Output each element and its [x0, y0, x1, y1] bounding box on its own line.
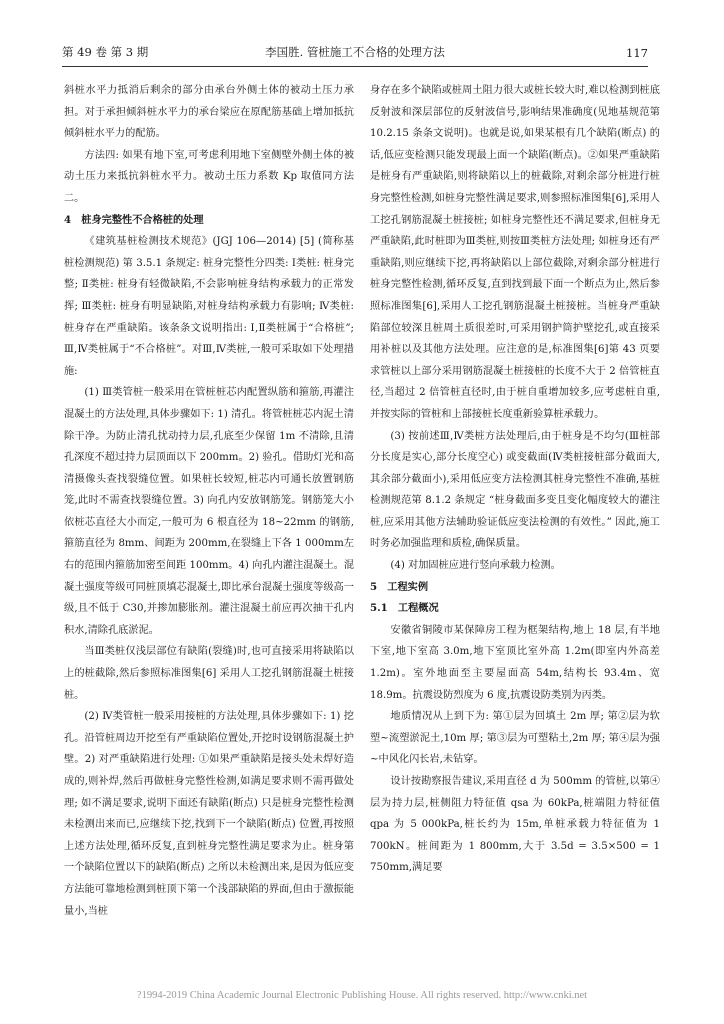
paragraph: 安徽省铜陵市某保障房工程为框架结构,地上 18 层,有半地下室,地下室高 3.0m,地下室顶比室外高 1.2m(即室内外高差 1.2m)。室外地面至主要屋面高 54m,结构长 93.4m、宽 18.9m。抗震设防烈度为 6 度,抗震设防类别为丙类。	[370, 624, 660, 701]
copyright-footer: ?1994-2019 China Academic Journal Electronic Publishing House. All rights reserved. http://www.cnki.net	[136, 990, 588, 1001]
paragraph: 《建筑基桩检测技术规范》(JGJ 106—2014) [5] (简称基桩检测规范) 第 3.5.1 条规定: 桩身完整性分四类: Ⅰ类桩: 桩身完整; Ⅱ类桩: 桩身有轻微缺陷,不会影响桩身结构承载力的正常发挥; Ⅲ类桩: 桩身有明显缺陷,对桩身结构承载力有影响; Ⅳ类桩: 桩身存在严重缺陷。该条条文说明指出: Ⅰ,Ⅱ类桩属于“合格桩”; Ⅲ,Ⅳ类桩属于“不合格桩”。对Ⅲ,Ⅳ类桩,一般可采取如下处理措施:	[64, 236, 354, 377]
paragraph: 设计按勘察报告建议,采用直径 d 为 500mm 的管桩,以第④层为持力层,桩侧阻力特征值 qsa 为 60kPa,桩端阻力特征值 qpa 为 5 000kPa,桩长约为 15m,单桩承载力特征值为 1 700kN。桩间距为 1 800mm,大于 3.5d = 3.5×500 = 1 750mm,满足要	[370, 776, 660, 874]
paragraph: 斜桩水平力抵消后剩余的部分由承台外侧土体的被动土压力承担。对于承担倾斜桩水平力的承台梁应在原配筋基础上增加抵抗倾斜桩水平力的配筋。	[64, 85, 354, 140]
paragraph: (1) Ⅲ类管桩一般采用在管桩桩芯内配置纵筋和箍筋,再灌注混凝土的方法处理,具体步骤如下: 1) 清孔。将管桩桩芯内泥土清除干净。为防止清孔扰动持力层,孔底至少保留 1m 不清除,且清孔深度不超过持力层顶面以下 200mm。2) 验孔。借助灯光和高清摄像头查找裂缝位置。如果桩长较短,桩芯内可通长放置钢筋笼,此时不需查找裂缝位置。3) 向孔内安放钢筋笼。钢筋笼大小依桩芯直径大小而定,一般可为 6 根直径为 18~22mm 的钢筋,箍筋直径为 8mm、间距为 200mm,在裂缝上下各 1 000mm左右的范围内箍筋加密至间距 100mm。4) 向孔内灌注混凝土。混凝土强度等级可同桩顶填芯混凝土,即比承台混凝土强度等级高一级,且不低于 C30,并掺加膨胀剂。灌注混凝土前应再次抽干孔内积水,清除孔底淤泥。	[64, 387, 355, 636]
paragraph: (2) Ⅳ类管桩一般采用接桩的方法处理,具体步骤如下: 1) 挖孔。沿管桩周边开挖至有严重缺陷位置处,开挖时设钢筋混凝土护壁。2) 对严重缺陷进行处理: ①如果严重缺陷是接头处未焊好造成的,则补焊,然后再做桩身完整性检测,如满足要求则不需再做处理; 如不满足要求,说明下面还有缺陷(断点) 只是桩身完整性检测未检测出来而已,应继续下挖,找到下一个缺陷(断点) 位置,再按照上述方法处理,循环反复,直到桩身完整性满足要求为止。桩身第一个缺陷位置以下的缺陷(断点) 之所以未检测出来,是因为低应变方法能可靠地检测到桩顶下第一个浅部缺陷的界面,但由于激振能量小,当桩	[64, 711, 354, 917]
right-column	[370, 80, 660, 879]
page-number: 117	[626, 46, 648, 60]
journal-issue: 第 49 卷 第 3 期	[62, 45, 149, 59]
paragraph: 身存在多个缺陷或桩周土阻力很大或桩长较大时,难以检测到桩底反射波和深层部位的反射波信号,影响结果准确度(见地基规范第 10.2.15 条条文说明)。也就是说,如果某根有几个缺陷(断点) 的话,低应变检测只能发现最上面一个缺陷(断点)。②如果严重缺陷是桩身有严重缺陷,则将缺陷以上的桩截除,对剩余部分桩进行桩身完整性检测,如桩身完整性满足要求,则参照标准图集[6],采用人工挖孔钢筋混凝土桩接桩; 如桩身完整性还不满足要求,但桩身无严重缺陷,此时桩即为Ⅲ类桩,则按Ⅲ类桩方法处理; 如桩身还有严重缺陷,则应继续下挖,再将缺陷以上部位截除,对剩余部分桩进行桩身完整性检测,循环反复,直到找到最下面一个断点为止,然后参照标准图集[6],采用人工挖孔钢筋混凝土桩接桩。当桩身严重缺陷部位较深且桩周土质很差时,可采用钢护筒护壁挖孔,或直接采用补桩以及其他方法处理。应注意的是,标准图集[6]第 43 页要求管桩以上部分采用钢筋混凝土桩接桩的长度不大于 2 倍管桩直径,当超过 2 倍管桩直径时,由于桩自重增加较多,应考虑桩自重,并按实际的管桩和上部接桩长度重新验算桩承载力。	[370, 85, 660, 420]
paragraph: (3) 按前述Ⅲ,Ⅳ类桩方法处理后,由于桩身是不均匀(Ⅲ桩部分长度是实心,部分长度空心) 或变截面(Ⅳ类桩接桩部分截面大,其余部分截面小),采用低应变方法检测其桩身完整性不准确,基桩检测规范第 8.1.2 条规定 “桩身截面多变且变化幅度较大的灌注桩,应采用其他方法辅助验证低应变法检测的有效性。” 因此,施工时务必加强监理和质检,确保质量。	[370, 430, 660, 550]
paragraph: 地质情况从上到下为: 第①层为回填土 2m 厚; 第②层为软塑~流塑淤泥土,10m 厚; 第③层为可塑粘土,2m 厚; 第④层为强~中风化闪长岩,未钻穿。	[370, 711, 660, 766]
paragraph: 当Ⅲ类桩仅浅层部位有缺陷(裂缝)时,也可直接采用将缺陷以上的桩截除,然后参照标准图集[6] 采用人工挖孔钢筋混凝土桩接桩。	[64, 646, 354, 701]
subsection-heading: 5.1 工程概况	[370, 602, 439, 615]
article-running-title: 李国胜. 管桩施工不合格的处理方法	[265, 45, 445, 59]
section-heading: 4 桩身完整性不合格桩的处理	[64, 213, 204, 226]
paragraph: (4) 对加固桩应进行竖向承载力检测。	[390, 560, 561, 572]
paragraph: 方法四: 如果有地下室,可考虑利用地下室侧壁外侧土体的被动土压力来抵抗斜桩水平力。被动土压力系数 Kp 取值同方法二。	[64, 149, 354, 204]
section-heading: 5 工程实例	[370, 580, 429, 593]
running-header	[62, 40, 648, 62]
left-column	[64, 80, 354, 922]
header-rule	[62, 66, 648, 67]
